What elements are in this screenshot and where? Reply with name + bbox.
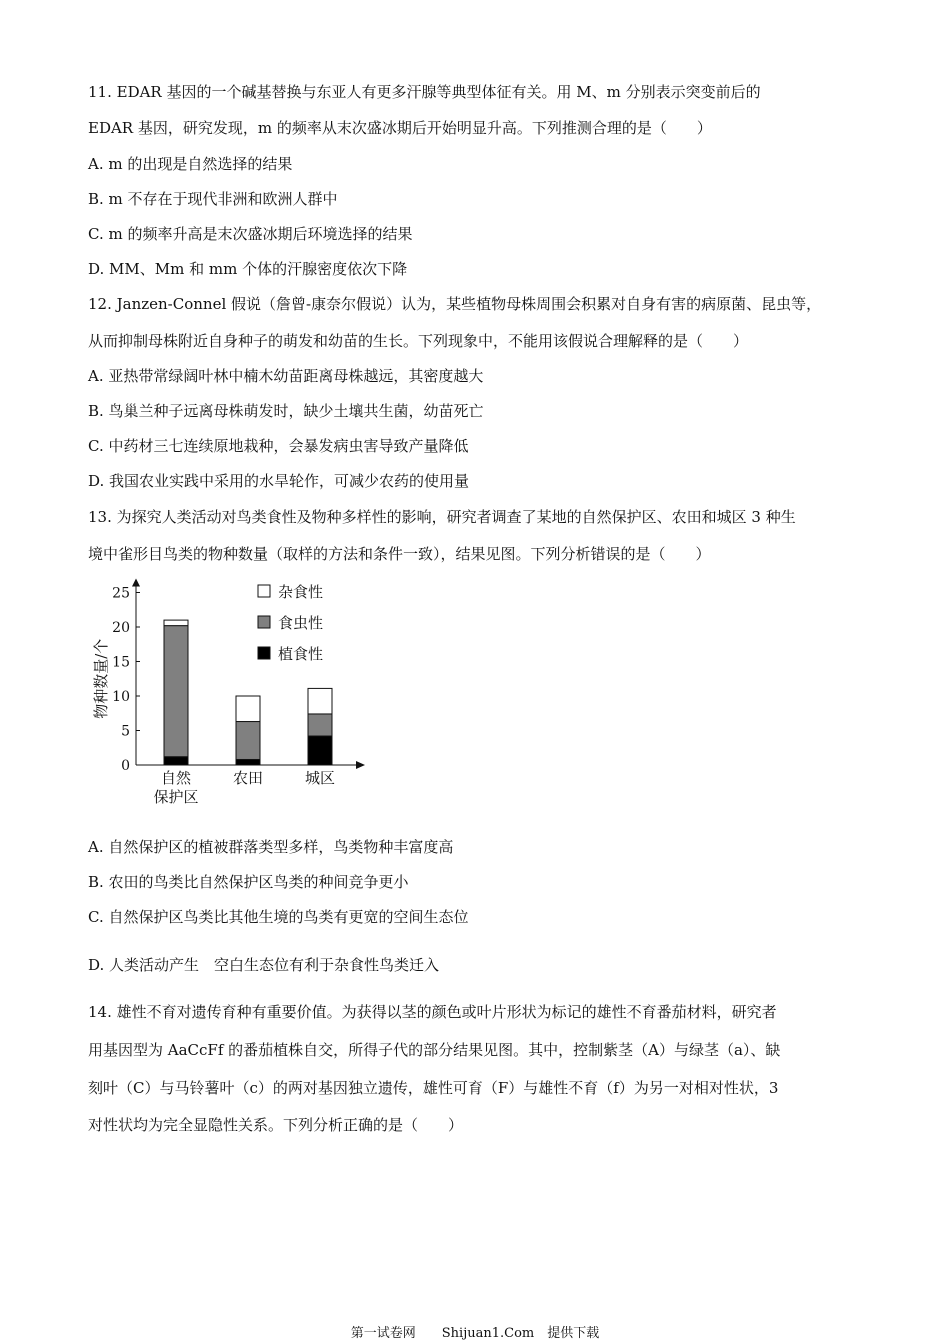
q14-line1: 14. 雄性不育对遗传育种有重要价值。为获得以茎的颜色或叶片形状为标记的雄性不育番茄材料，研究者 [88,1003,777,1021]
q13-option-d: D. 人类活动产生 空白生态位有利于杂食性鸟类迁入 [88,956,440,974]
legend-swatch [258,647,270,659]
q12-stem-line2: 从而抑制母株附近自身种子的萌发和幼苗的生长。下列现象中，不能用该假说合理解释的是（ ） [88,332,749,350]
q13-option-b: B. 农田的鸟类比自然保护区鸟类的种间竞争更小 [88,873,409,891]
bar-segment [164,620,188,626]
bar-segment [164,626,188,757]
legend-label: 杂食性 [278,583,324,601]
q12-option-a: A. 亚热带常绿阔叶林中楠木幼苗距离母株越远，其密度越大 [88,367,484,385]
x-axis-arrow [356,761,365,769]
y-tick-label: 15 [112,654,130,671]
bar-segment [236,759,260,765]
q13-stem-line1: 13. 为探究人类活动对鸟类食性及物种多样性的影响，研究者调查了某地的自然保护区、农田和城区 3 种生 [88,508,796,526]
y-tick-label: 25 [112,585,130,602]
q11-stem-line1: 11. EDAR 基因的一个碱基替换与东亚人有更多汗腺等典型体征有关。用 M、m 分别表示突变前后的 [88,83,761,101]
bar-segment [308,736,332,765]
x-category-label: 农田 [232,769,264,787]
species-bar-chart [88,575,388,810]
q13-stem-line2: 境中雀形目鸟类的物种数量（取样的方法和条件一致），结果见图。下列分析错误的是（ ） [88,545,711,563]
q11-stem-line2: EDAR 基因，研究发现，m 的频率从末次盛冰期后开始明显升高。下列推测合理的是（ ） [88,119,712,137]
q12-stem-line1: 12. Janzen-Connel 假说（詹曾-康奈尔假说）认为，某些植物母株周围会积累对自身有害的病原菌、昆虫等， [88,295,822,313]
q13-option-a: A. 自然保护区的植被群落类型多样，鸟类物种丰富度高 [88,838,454,856]
q11-option-d: D. MM、Mm 和 mm 个体的汗腺密度依次下降 [88,260,408,278]
y-tick-label: 10 [112,689,130,705]
legend-label: 食虫性 [278,614,324,632]
legend-swatch [258,616,270,628]
q13-option-c: C. 自然保护区鸟类比其他生境的鸟类有更宽的空间生态位 [88,908,469,926]
y-tick-label: 0 [121,758,130,774]
x-category-label: 保护区 [153,788,199,806]
q12-option-c: C. 中药材三七连续原地栽种，会暴发病虫害导致产量降低 [88,437,469,455]
y-axis-label: 物种数量/个 [92,638,110,719]
x-category-label: 自然 [160,769,192,787]
q11-option-b: B. m 不存在于现代非洲和欧洲人群中 [88,190,338,208]
y-axis-arrow [132,579,140,587]
legend-swatch [258,585,270,597]
q12-option-b: B. 鸟巢兰种子远离母株萌发时，缺少土壤共生菌，幼苗死亡 [88,402,484,420]
q14-line3: 刻叶（C）与马铃薯叶（c）的两对基因独立遗传，雄性可育（F）与雄性不育（f）为另一对相对性状，3 [88,1079,779,1097]
legend-label: 植食性 [278,645,324,663]
y-tick-label: 20 [112,620,130,636]
bar-segment [236,722,260,760]
q12-option-d: D. 我国农业实践中采用的水旱轮作，可减少农药的使用量 [88,472,470,490]
q14-line2: 用基因型为 AaCcFf 的番茄植株自交，所得子代的部分结果见图。其中，控制紫茎（A）与绿茎（a）、缺 [88,1041,781,1059]
y-tick-label: 5 [121,723,130,740]
footer: 第一试卷网 Shijuan1.Com 提供下载 [350,1326,600,1341]
q11-option-c: C. m 的频率升高是末次盛冰期后环境选择的结果 [88,225,413,243]
bar-segment [308,688,332,714]
q11-option-a: A. m 的出现是自然选择的结果 [88,155,293,173]
bar-segment [236,696,260,722]
q14-line4: 对性状均为完全显隐性关系。下列分析正确的是（ ） [88,1116,464,1134]
bar-segment [164,757,188,765]
x-category-label: 城区 [304,769,336,787]
bar-segment [308,714,332,736]
